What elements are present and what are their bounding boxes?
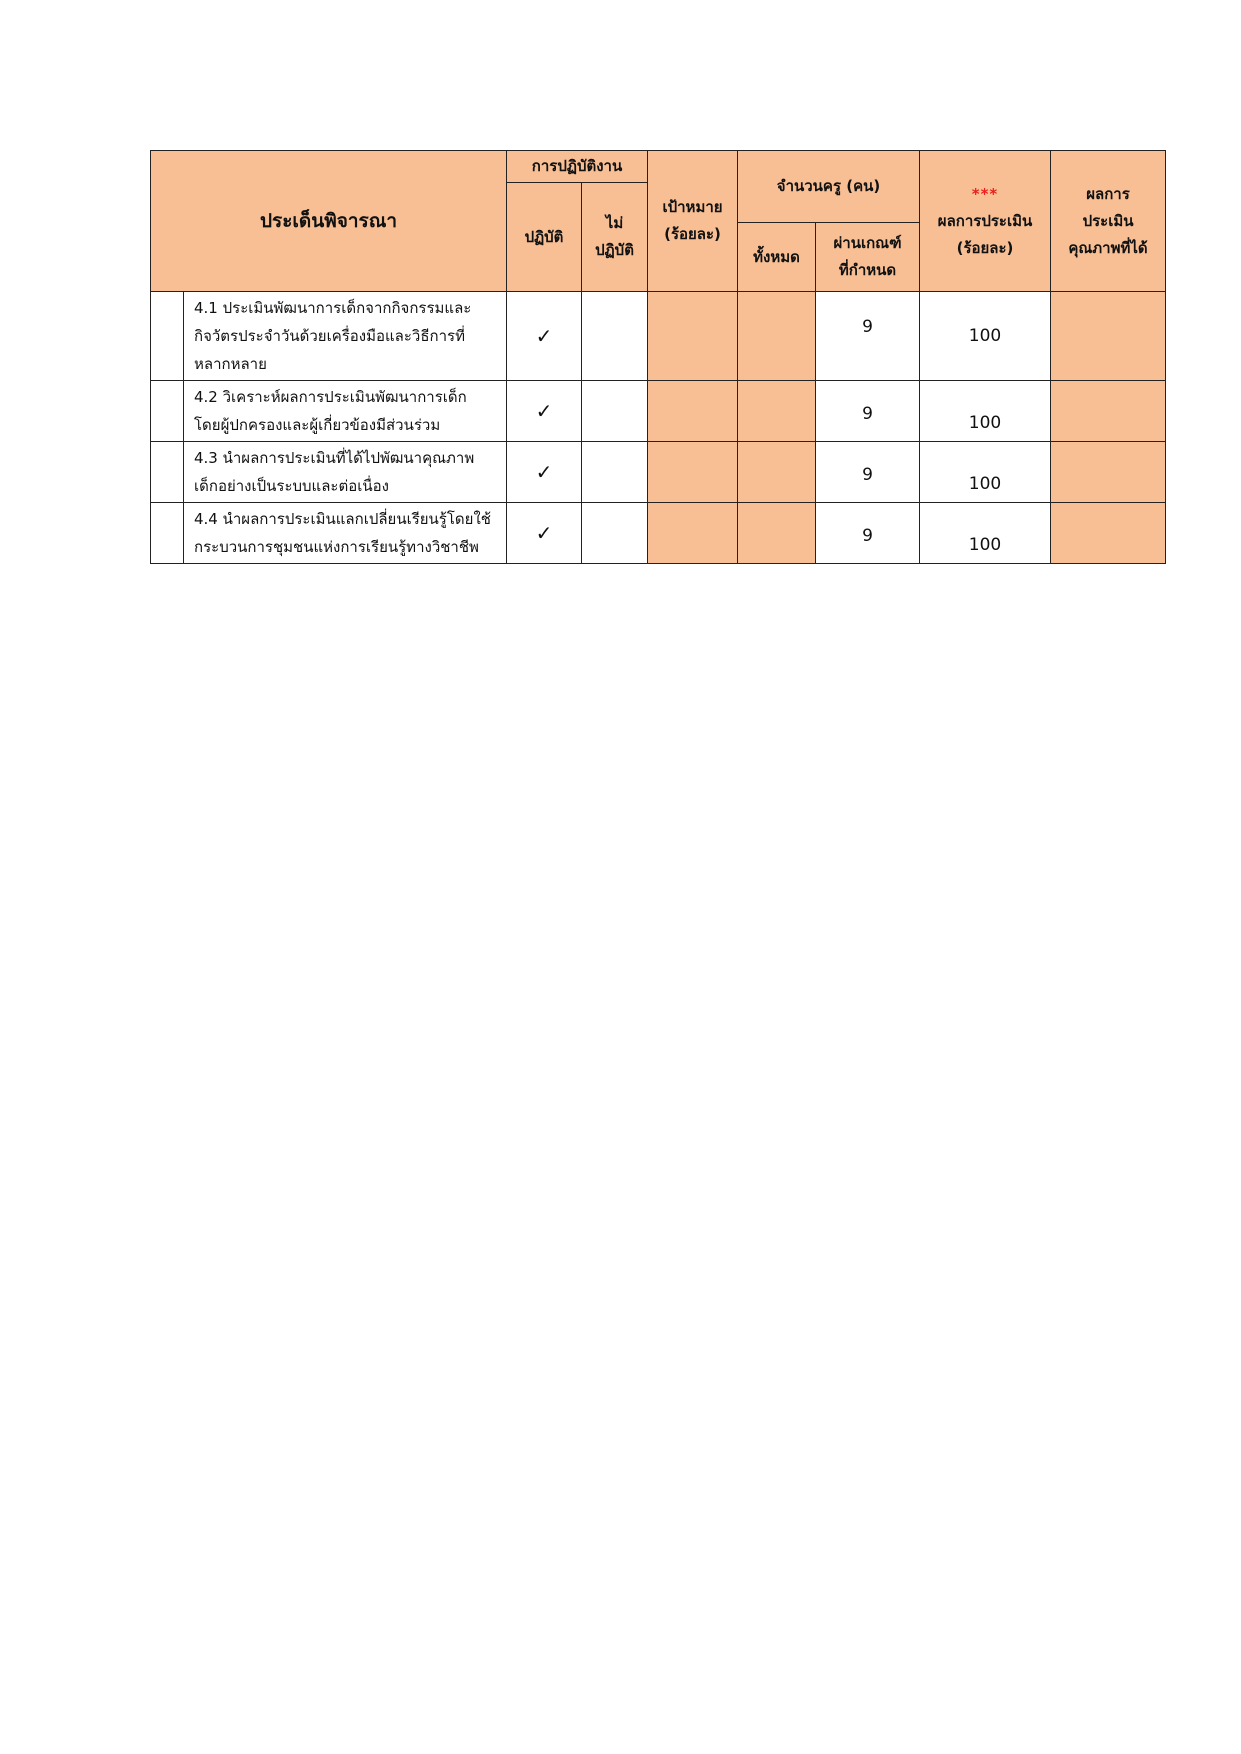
row-result-value: 100 [968, 474, 1002, 494]
row-result-value: 100 [968, 326, 1002, 346]
header-done [507, 183, 582, 292]
row-target-cell [648, 442, 738, 503]
row-blank-cell [151, 442, 184, 503]
row-quality-cell [1051, 503, 1166, 564]
header-total [738, 223, 816, 292]
row-topic-line: กิจวัตรประจำวันด้วยเครื่องมือและวิธีการที่ [194, 327, 465, 345]
table-row [151, 292, 1166, 381]
checkmark-icon: ✓ [535, 460, 553, 484]
header-target-line2: (ร้อยละ) [664, 225, 721, 243]
header-result-stars: *** [971, 184, 999, 203]
row-result-value: 100 [968, 535, 1002, 555]
row-topic-cell [184, 292, 507, 381]
checkmark-icon: ✓ [535, 324, 553, 348]
row-not-done-cell [582, 292, 648, 381]
header-pass-line2: ที่กำหนด [838, 261, 897, 279]
row-topic-line: 4.1 ประเมินพัฒนาการเด็กจากกิจกรรมและ [194, 299, 472, 317]
row-topic-line: เด็กอย่างเป็นระบบและต่อเนื่อง [194, 477, 389, 495]
row-quality-cell [1051, 292, 1166, 381]
table-row [151, 503, 1166, 564]
row-passed-cell [816, 442, 920, 503]
header-result-line2: (ร้อยละ) [956, 238, 1014, 257]
row-blank-cell [151, 381, 184, 442]
row-blank-cell [151, 292, 184, 381]
header-result-line1: ผลการประเมิน [937, 211, 1033, 230]
row-quality-cell [1051, 381, 1166, 442]
row-passed-cell [816, 381, 920, 442]
row-result-value: 100 [968, 413, 1002, 433]
header-topic-label: ประเด็นพิจารณา [259, 209, 398, 232]
row-topic-line: 4.2 วิเคราะห์ผลการประเมินพัฒนาการเด็ก [194, 388, 467, 406]
row-topic-line: กระบวนการชุมชนแห่งการเรียนรู้ทางวิชาชีพ [194, 538, 479, 556]
header-not-done-line1: ไม่ [605, 214, 624, 232]
header-target [648, 151, 738, 292]
row-result-cell [920, 292, 1051, 381]
row-done-cell [507, 503, 582, 564]
header-teachers [738, 151, 920, 223]
header-quality-line3: คุณภาพที่ได้ [1068, 238, 1148, 257]
checkmark-icon: ✓ [535, 399, 553, 423]
header-teachers-label: จำนวนครู (คน) [776, 177, 881, 195]
header-topic [151, 151, 507, 292]
row-not-done-cell [582, 381, 648, 442]
row-topic-line: 4.3 นำผลการประเมินที่ได้ไปพัฒนาคุณภาพ [194, 449, 475, 467]
header-pass-line1: ผ่านเกณฑ์ [833, 234, 902, 252]
header-result [920, 151, 1051, 292]
header-operation-label: การปฏิบัติงาน [531, 157, 623, 175]
row-total-cell [738, 381, 816, 442]
header-done-label: ปฏิบัติ [524, 227, 564, 246]
header-quality [1051, 151, 1166, 292]
row-target-cell [648, 381, 738, 442]
header-not-done [582, 183, 648, 292]
row-passed-value: 9 [862, 526, 873, 546]
header-pass [816, 223, 920, 292]
row-done-cell [507, 442, 582, 503]
row-topic-line: 4.4 นำผลการประเมินแลกเปลี่ยนเรียนรู้โดยใช้ [194, 510, 491, 528]
header-quality-line1: ผลการ [1086, 184, 1130, 203]
header-total-label: ทั้งหมด [753, 247, 800, 266]
evaluation-table [150, 150, 1166, 564]
row-result-cell [920, 503, 1051, 564]
row-total-cell [738, 442, 816, 503]
row-total-cell [738, 503, 816, 564]
row-result-cell [920, 442, 1051, 503]
header-not-done-line2: ปฏิบัติ [595, 241, 634, 259]
row-passed-value: 9 [862, 404, 873, 424]
row-topic-cell [184, 381, 507, 442]
row-not-done-cell [582, 503, 648, 564]
header-operation [507, 151, 648, 183]
row-quality-cell [1051, 442, 1166, 503]
row-topic-cell [184, 503, 507, 564]
header-target-line1: เป้าหมาย [662, 198, 723, 216]
row-topic-line: โดยผู้ปกครองและผู้เกี่ยวข้องมีส่วนร่วม [194, 416, 441, 434]
row-passed-value: 9 [862, 465, 873, 485]
row-passed-cell [816, 503, 920, 564]
header-quality-line2: ประเมิน [1082, 211, 1134, 230]
row-passed-value: 9 [862, 317, 873, 337]
row-topic-line: หลากหลาย [194, 355, 267, 373]
row-topic-cell [184, 442, 507, 503]
checkmark-icon: ✓ [535, 521, 553, 545]
row-done-cell [507, 292, 582, 381]
row-passed-cell [816, 292, 920, 381]
row-target-cell [648, 292, 738, 381]
row-target-cell [648, 503, 738, 564]
row-result-cell [920, 381, 1051, 442]
row-blank-cell [151, 503, 184, 564]
table-row [151, 381, 1166, 442]
row-not-done-cell [582, 442, 648, 503]
table-row [151, 442, 1166, 503]
row-done-cell [507, 381, 582, 442]
row-total-cell [738, 292, 816, 381]
